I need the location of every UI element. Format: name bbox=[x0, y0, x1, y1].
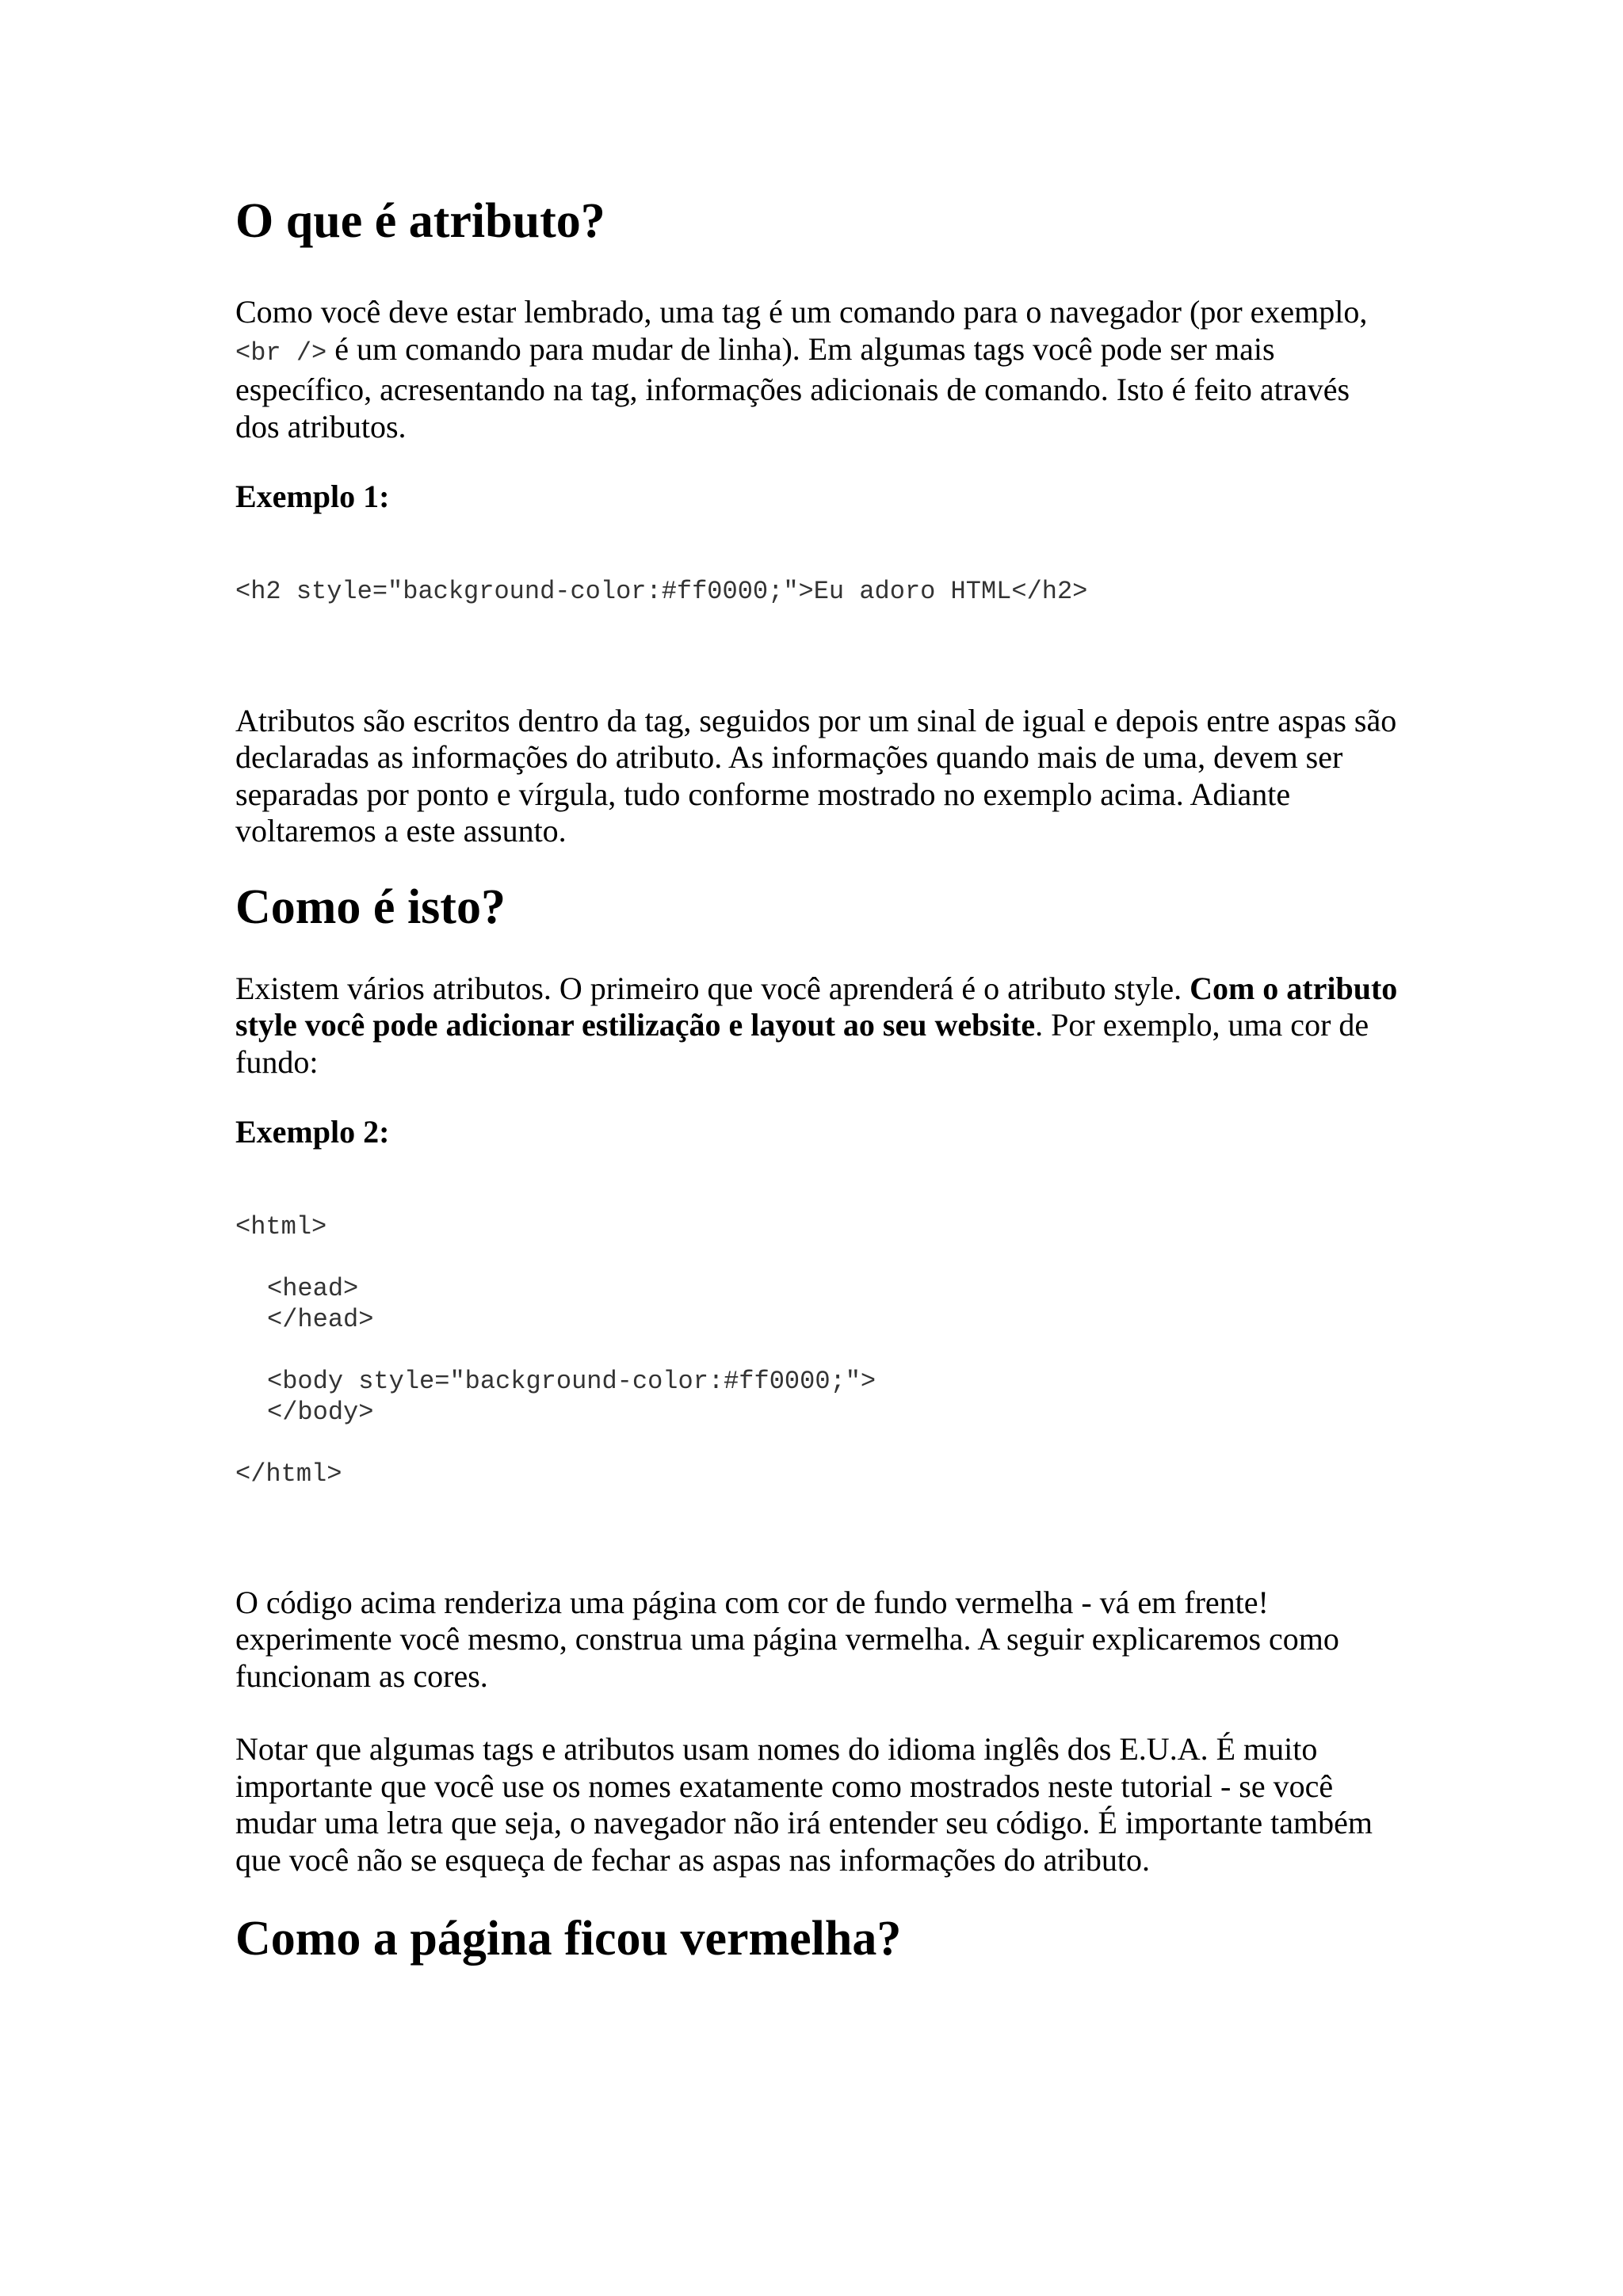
example-1-code: <h2 style="background-color:#ff0000;">Eu adoro HTML</h2> bbox=[235, 576, 1088, 606]
style-bold-text: Com o atributo style você pode adicionar estilização e layout ao seu website bbox=[235, 970, 1398, 1043]
code-line-head-close: </head> bbox=[267, 1304, 374, 1334]
style-attribute-paragraph bbox=[235, 971, 1400, 1081]
example-1-label: Exemplo 1: bbox=[235, 479, 390, 515]
inline-code-br: <br /> bbox=[235, 338, 327, 368]
style-text-end: . Por exemplo, uma cor de fundo: bbox=[235, 1007, 1369, 1080]
heading-how-page-became-red: Como a página ficou vermelha? bbox=[235, 1912, 902, 1966]
heading-how-is-this: Como é isto? bbox=[235, 879, 506, 934]
code-line-body-open: <body style="background-color:#ff0000;"> bbox=[267, 1366, 876, 1396]
intro-text-end: é um comando para mudar de linha). Em algumas tags você pode ser mais específico, acresentando na tag, informações adicionais de comando. Isto é feito através dos atributos. bbox=[235, 330, 1350, 444]
code-line-head-open: <head> bbox=[267, 1273, 359, 1303]
code-line-body-close: </body> bbox=[267, 1397, 374, 1427]
heading-what-is-attribute: O que é atributo? bbox=[235, 194, 605, 248]
attributes-paragraph: Atributos são escritos dentro da tag, seguidos por um sinal de igual e depois entre aspas são declaradas as informações do atributo. As informações quando mais de uma, devem ser separadas por ponto e vírgula, tudo conforme mostrado no exemplo acima. Adiante voltaremos a este assunto. bbox=[235, 702, 1397, 849]
intro-text-start: Como você deve estar lembrado, uma tag é um comando para o navegador (por exemplo, bbox=[235, 294, 1368, 330]
code-line-html-close: </html> bbox=[235, 1459, 342, 1489]
example-2-label: Exemplo 2: bbox=[235, 1114, 390, 1150]
example-2-code-block bbox=[235, 1211, 1400, 1489]
intro-paragraph bbox=[235, 294, 1400, 445]
document-page bbox=[235, 194, 1400, 1966]
note-paragraph: Notar que algumas tags e atributos usam nomes do idioma inglês dos E.U.A. É muito importante que você use os nomes exatamente como mostrados neste tutorial - se você mudar uma letra que seja, o navegador não irá entender seu código. É importante também que você não se esqueça de fechar as aspas nas informações do atributo. bbox=[235, 1731, 1373, 1878]
red-page-paragraph: O código acima renderiza uma página com cor de fundo vermelha - vá em frente! experimente você mesmo, construa uma página vermelha. A seguir explicaremos como funcionam as cores. bbox=[235, 1584, 1339, 1694]
style-text-start: Existem vários atributos. O primeiro que você aprenderá é o atributo style. bbox=[235, 970, 1182, 1006]
code-line-html-open: <html> bbox=[235, 1211, 327, 1241]
